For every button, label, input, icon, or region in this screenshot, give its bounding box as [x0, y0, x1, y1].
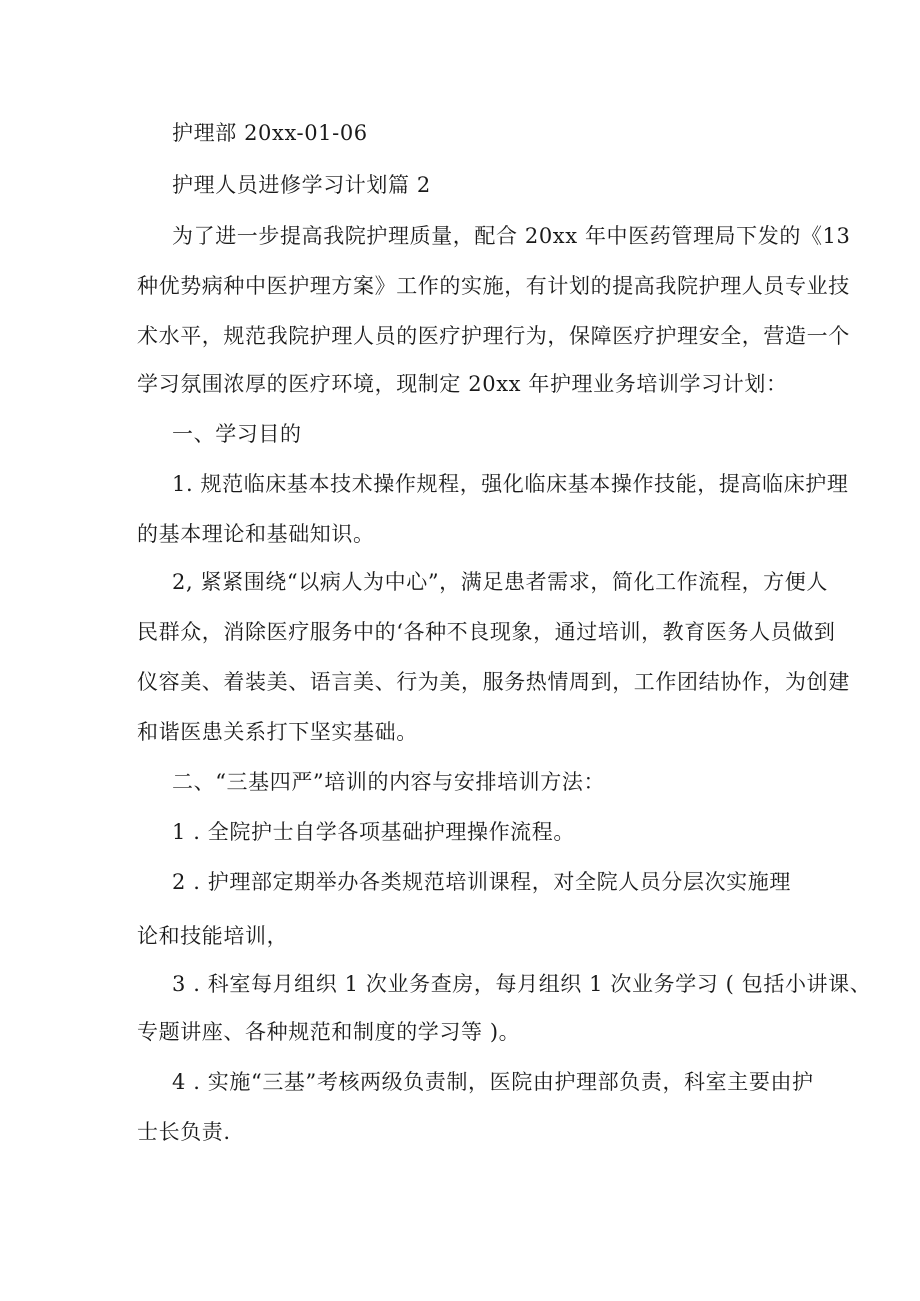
heading-study-goals: 一、学习目的	[172, 422, 302, 446]
paragraph-line: 和谐医患关系打下坚实基础。	[137, 720, 418, 744]
heading-training-content: 二、“三基四严”培训的内容与安排培训方法：	[172, 770, 606, 794]
paragraph-line: 为了进一步提高我院护理质量，配合 20xx 年中医药管理局下发的《13	[172, 224, 851, 248]
paragraph-line: 术水平，规范我院护理人员的医疗护理行为，保障医疗护理安全，营造一个	[137, 324, 850, 348]
list-item-continuation: 士长负责.	[137, 1120, 231, 1144]
list-item-continuation: 专题讲座、各种规范和制度的学习等 )。	[137, 1020, 521, 1044]
list-item: 4 . 实施“三基”考核两级负责制，医院由护理部负责，科室主要由护	[172, 1070, 814, 1094]
section-title: 护理人员进修学习计划篇 2	[172, 173, 431, 197]
paragraph-line: 仪容美、着装美、语言美、行为美，服务热情周到，工作团结协作，为创建	[137, 670, 850, 694]
paragraph-line: 的基本理论和基础知识。	[137, 522, 375, 546]
list-item: 1 . 全院护士自学各项基础护理操作流程。	[172, 820, 575, 844]
paragraph-line: 民群众，消除医疗服务中的‘各种不良现象，通过培训，教育医务人员做到	[137, 620, 836, 644]
list-item-continuation: 论和技能培训，	[137, 924, 289, 948]
paragraph-line: 1. 规范临床基本技术操作规程，强化临床基本操作技能，提高临床护理	[172, 472, 849, 496]
paragraph-line: 种优势病种中医护理方案》工作的实施，有计划的提高我院护理人员专业技	[137, 274, 850, 298]
list-item: 2 . 护理部定期举办各类规范培训课程，对全院人员分层次实施理	[172, 870, 791, 894]
signature-date-line: 护理部 20xx-01-06	[172, 121, 368, 145]
paragraph-line: 学习氛围浓厚的医疗环境，现制定 20xx 年护理业务培训学习计划：	[137, 372, 788, 396]
list-item: 3 . 科室每月组织 1 次业务查房，每月组织 1 次业务学习 ( 包括小讲课、	[172, 972, 872, 996]
paragraph-line: 2, 紧紧围绕“以病人为中心”，满足患者需求，简化工作流程，方便人	[172, 570, 828, 594]
